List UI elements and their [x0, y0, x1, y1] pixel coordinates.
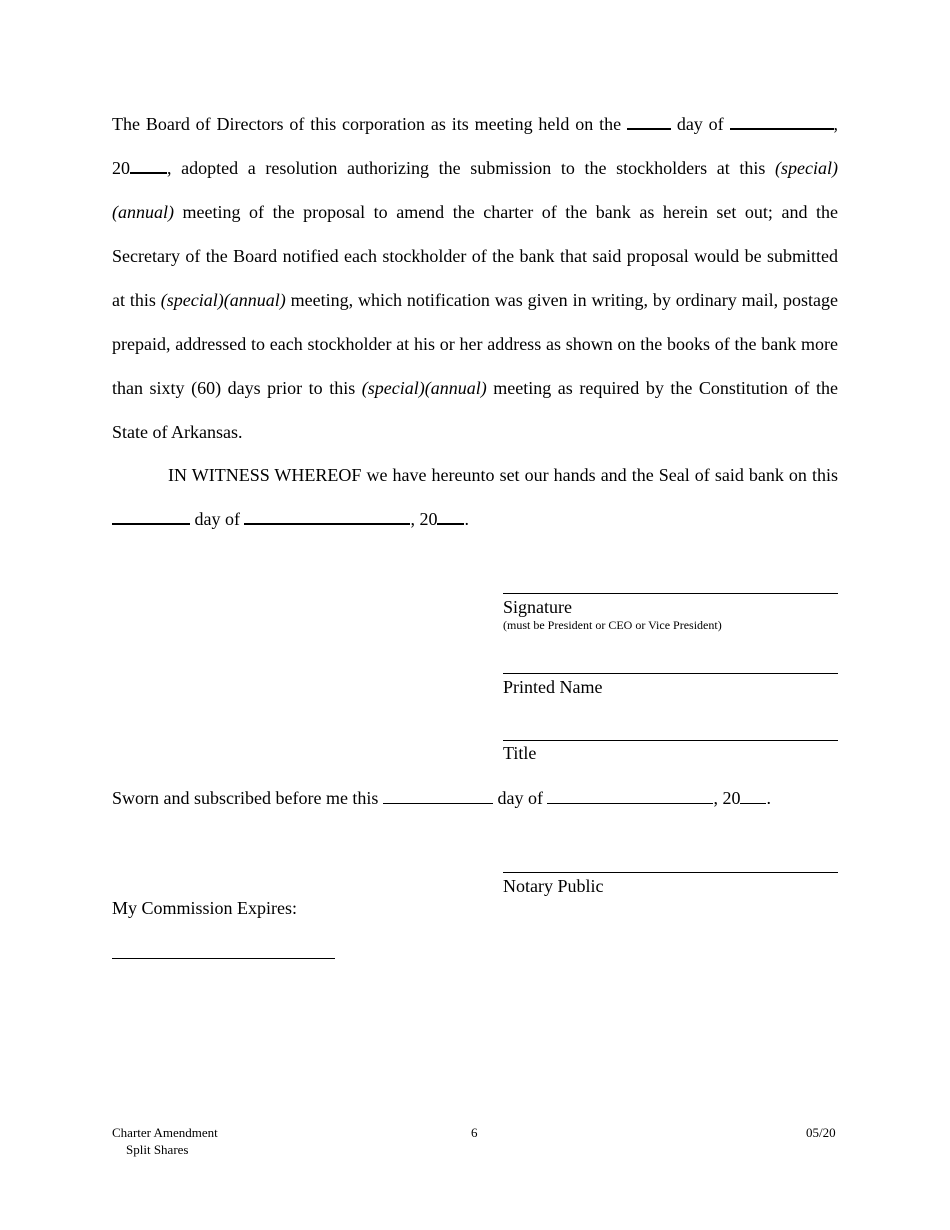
signature-line[interactable]	[503, 593, 838, 594]
resolution-text: day of	[670, 114, 730, 134]
notary-line[interactable]	[503, 872, 838, 873]
sworn-month-blank[interactable]	[547, 787, 713, 804]
signature-note: (must be President or CEO or Vice President)	[503, 618, 722, 632]
printed-name-label: Printed Name	[503, 677, 603, 697]
witness-text: .	[464, 509, 469, 529]
title-line[interactable]	[503, 740, 838, 741]
witness-day-blank[interactable]	[112, 507, 190, 525]
resolution-text: meeting of the proposal to amend the charter of the bank as herein set out; and the Secretary of the Board notified each stockholder of the bank that said proposal would be submitted at this	[112, 202, 838, 310]
footer-revision: 05/20	[806, 1125, 836, 1140]
sworn-year-blank[interactable]	[740, 787, 766, 804]
sworn-text: , 20	[713, 788, 741, 808]
commission-expires-line[interactable]	[112, 958, 335, 959]
signature-label: Signature	[503, 597, 572, 617]
footer-doc-subtitle: Split Shares	[126, 1142, 189, 1157]
footer-doc-title: Charter Amendment	[112, 1125, 218, 1140]
resolution-text: , 20	[112, 114, 839, 178]
special-annual-choice: (special)(annual)	[361, 378, 487, 398]
footer-page-number: 6	[471, 1125, 478, 1140]
commission-label: My Commission Expires:	[112, 898, 298, 918]
witness-text: , 20	[410, 509, 438, 529]
printed-name-line[interactable]	[503, 673, 838, 674]
witness-month-blank[interactable]	[244, 507, 410, 525]
resolution-text: meeting, which notification was given in writing, by ordinary mail, postage prepaid, addressed to each stockholder at his or her address as shown on the books of the bank more than sixty (60) days prior to this	[112, 290, 838, 398]
resolution-paragraph	[112, 102, 838, 454]
sworn-day-blank[interactable]	[383, 787, 493, 804]
sworn-text: .	[766, 788, 771, 808]
notary-label: Notary Public	[503, 876, 604, 896]
witness-year-blank[interactable]	[437, 507, 464, 525]
resolution-text: , adopted a resolution authorizing the submission to the stockholders at this	[167, 158, 776, 178]
meeting-year-blank[interactable]	[130, 156, 167, 174]
witness-text: IN WITNESS WHEREOF we have hereunto set our hands and the Seal of said bank on this	[168, 465, 838, 485]
title-label: Title	[503, 743, 537, 763]
sworn-text: day of	[492, 788, 548, 808]
resolution-text: The Board of Directors of this corporation as its meeting held on the	[112, 114, 627, 134]
resolution-text: meeting as required by the Constitution of the State of Arkansas.	[112, 378, 838, 442]
witness-paragraph	[112, 453, 838, 541]
meeting-month-blank[interactable]	[730, 112, 834, 130]
witness-text: day of	[190, 509, 245, 529]
special-annual-choice: (special)(annual)	[112, 158, 838, 222]
sworn-statement	[112, 786, 771, 810]
special-annual-choice: (special)(annual)	[160, 290, 286, 310]
sworn-text: Sworn and subscribed before me this	[112, 788, 383, 808]
meeting-day-blank[interactable]	[627, 112, 671, 130]
